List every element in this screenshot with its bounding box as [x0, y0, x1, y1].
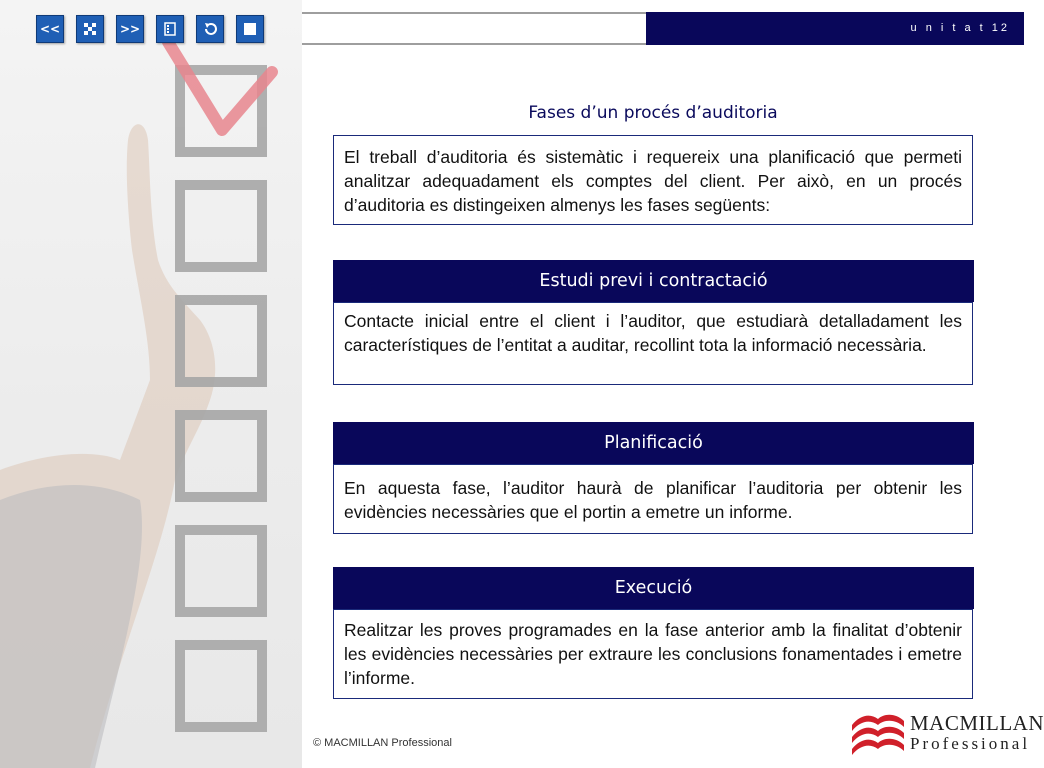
next-label: >> — [119, 22, 141, 36]
index-button[interactable] — [76, 15, 104, 43]
copyright-text: © MACMILLAN Professional — [313, 737, 452, 749]
phase-heading-estudi: Estudi previ i contractació — [333, 260, 974, 302]
previous-button[interactable] — [36, 15, 64, 43]
intro-box: El treball d’auditoria és sistemàtic i requereix una planificació que permeti analitzar adequadament els comptes del client. Per això, en un procés d’auditoria es distingeixen almenys les fases següents: — [333, 135, 973, 225]
exit-button[interactable] — [236, 15, 264, 43]
return-icon — [202, 21, 218, 37]
navigation-bar — [36, 15, 264, 43]
decorative-checklist-image — [0, 0, 302, 768]
slide-title: Fases d’un procés d’auditoria — [528, 103, 778, 123]
logo-name: MACMILLAN — [910, 711, 1044, 735]
phase-text-execucio: Realitzar les proves programades en la fase anterior amb la finalitat d’obtenir les evidències necessàries per extraure les conclusions fonamentades i emetre l’informe. — [333, 609, 973, 699]
unit-label: u n i t a t 12 — [910, 22, 1010, 34]
macmillan-logo-icon — [850, 707, 906, 755]
phase-text-estudi: Contacte inicial entre el client i l’auditor, que estudiarà detalladament les característiques de l’entitat a auditar, recollint tota la informació necessària. — [333, 302, 973, 385]
phase-heading-planificacio: Planificació — [333, 422, 974, 464]
list-button[interactable] — [156, 15, 184, 43]
phase-text-planificacio: En aquesta fase, l’auditor haurà de planificar l’auditoria per obtenir les evidències necessàries que el portin a emetre un informe. — [333, 464, 973, 534]
back-button[interactable] — [196, 15, 224, 43]
header-bar-left — [302, 12, 646, 45]
phase-heading-execucio: Execució — [333, 567, 974, 609]
macmillan-logo — [850, 703, 1044, 758]
list-icon — [162, 21, 178, 37]
next-button[interactable] — [116, 15, 144, 43]
previous-label: << — [39, 22, 61, 36]
stop-icon — [243, 22, 257, 36]
logo-subtitle: Professional — [910, 734, 1031, 753]
header-bar-right — [646, 12, 1024, 45]
grid-dots-icon — [82, 21, 98, 37]
